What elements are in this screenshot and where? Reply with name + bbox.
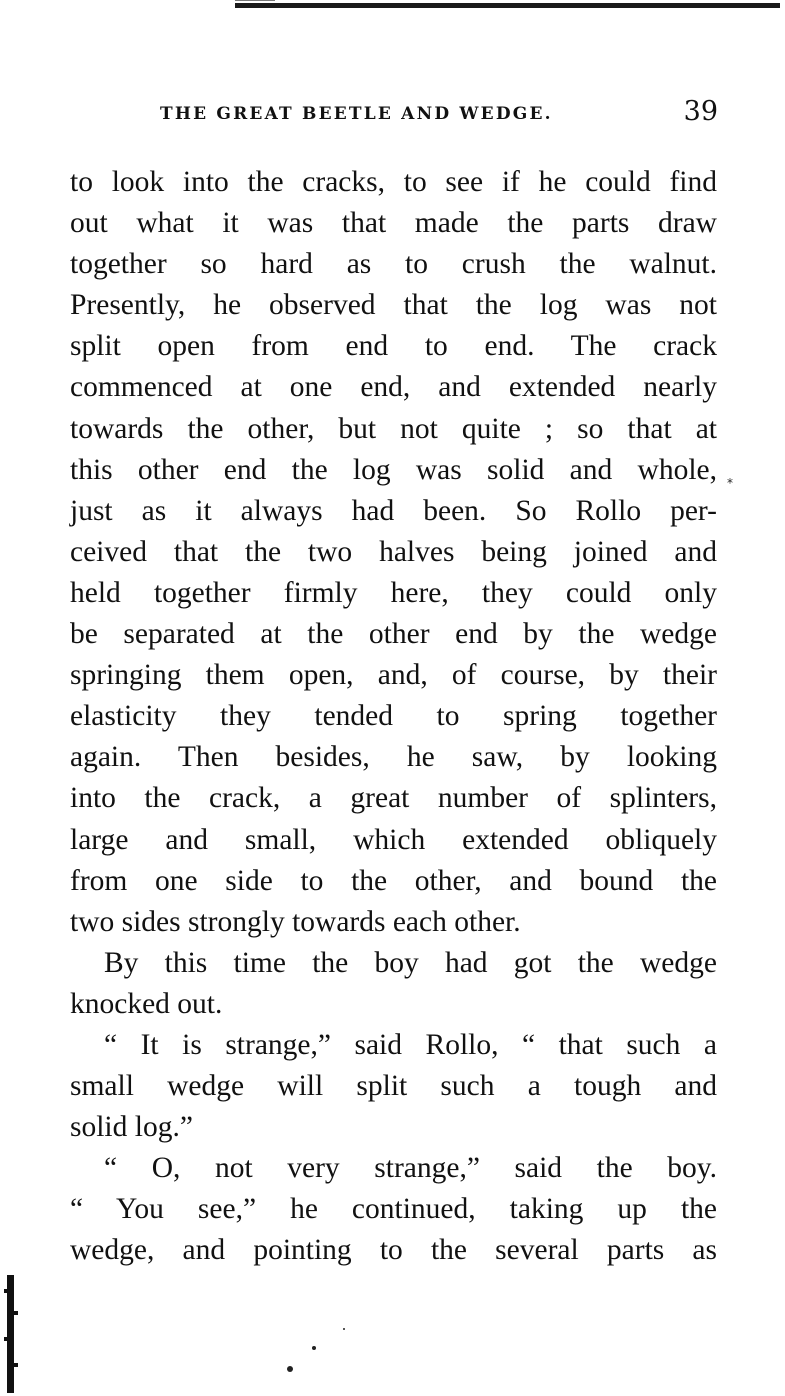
text-line: elasticity they tended to spring together [70,700,717,733]
text-line: knocked out. [70,987,223,1020]
text-line: “ It is strange,” said Rollo, “ that such a [104,1028,717,1061]
text-line: held together firmly here, they could only [70,576,717,609]
text-line: two sides strongly towards each other. [70,905,521,938]
text-line: from one side to the other, and bound the [70,864,717,897]
text-line: Presently, he observed that the log was not [70,289,717,322]
binding-edge [4,1275,18,1393]
text-line: this other end the log was solid and whole, [70,453,717,486]
text-line: By this time the boy had got the wedge [104,946,717,979]
speck [343,1328,345,1330]
text-line: be separated at the other end by the wedge [70,618,717,651]
page-number: 39 [683,96,718,127]
text-line: again. Then besides, he saw, by looking [70,741,717,774]
text-line: springing them open, and, of course, by their [70,659,717,692]
text-line: commenced at one end, and extended nearly [70,371,717,404]
text-line: small wedge will split such a tough and [70,1070,717,1103]
speck [287,1366,293,1372]
text-line: just as it always had been. So Rollo per- [70,494,717,527]
text-line: together so hard as to crush the walnut. [70,248,717,281]
speck [312,1346,316,1350]
body-text [70,162,717,1272]
text-line: ceived that the two halves being joined and [70,535,717,568]
top-edge-hairline [235,0,275,1]
text-line: split open from end to end. The crack [70,330,717,363]
text-line: out what it was that made the parts draw [70,207,717,240]
running-title: THE GREAT BEETLE AND WEDGE. [160,104,553,124]
text-line: to look into the cracks, to see if he could find [70,166,717,198]
text-line: large and small, which extended obliquely [70,823,717,856]
text-line: “ O, not very strange,” said the boy. [104,1152,717,1185]
running-head [160,96,720,126]
top-edge-rule [235,3,780,8]
text-line: solid log.” [70,1111,193,1144]
text-line: wedge, and pointing to the several parts as [70,1234,717,1267]
margin-mark: * [727,476,733,490]
text-line: “ You see,” he continued, taking up the [70,1193,717,1226]
text-line: towards the other, but not quite ; so that at [70,412,717,445]
text-line: into the crack, a great number of splinters, [70,782,717,815]
